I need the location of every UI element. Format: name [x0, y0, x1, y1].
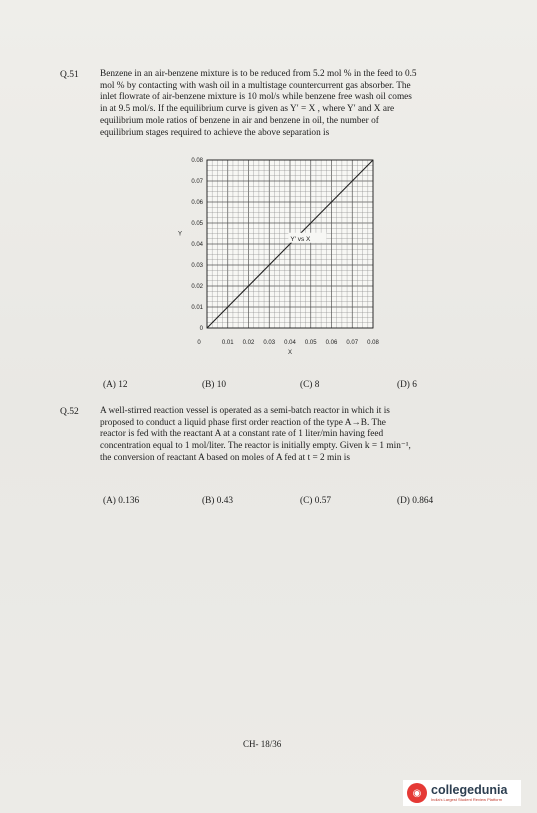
- q51-option-d[interactable]: (D) 6: [397, 380, 417, 390]
- question-number-51: Q.51: [60, 70, 79, 80]
- x-axis-label: X: [287, 350, 293, 356]
- y-tick-label: 0.04: [191, 242, 203, 248]
- q52-option-d[interactable]: (D) 0.864: [397, 496, 434, 506]
- q51-line: inlet flowrate of air-benzene mixture is 10 mol/s while benzene free wash oil comes: [100, 92, 412, 103]
- x-tick-label: 0.08: [367, 340, 379, 346]
- x-tick-label: 0: [197, 340, 201, 346]
- y-tick-label: 0.06: [191, 200, 203, 206]
- q51-option-c[interactable]: (C) 8: [300, 380, 320, 390]
- q51-option-a[interactable]: (A) 12: [103, 380, 128, 390]
- question-51-text: [100, 69, 483, 139]
- q52-option-c[interactable]: (C) 0.57: [300, 496, 331, 506]
- equilibrium-chart: [150, 152, 410, 362]
- x-tick-label: 0.06: [325, 340, 338, 346]
- question-number-52: Q.52: [60, 407, 79, 417]
- y-tick-label: 0.05: [191, 221, 203, 227]
- x-tick-label: 0.01: [221, 340, 234, 346]
- logo-text: [431, 784, 507, 802]
- logo-tagline: India's Largest Student Review Platform: [431, 797, 503, 802]
- x-tick-label: 0.07: [346, 340, 359, 346]
- q51-line: mol % by contacting with wash oil in a multistage countercurrent gas absorber. The: [100, 80, 411, 91]
- owl-icon: ◉: [407, 783, 427, 803]
- x-tick-label: 0.02: [242, 340, 255, 346]
- q51-line: equilibrium mole ratios of benzene in air and benzene in oil, the number of: [100, 115, 379, 126]
- logo-name: collegedunia: [431, 783, 508, 797]
- x-tick-label: 0.03: [263, 340, 276, 346]
- y-tick-label: 0: [199, 326, 203, 332]
- x-tick-label: 0.05: [304, 340, 317, 346]
- y-tick-label: 0.01: [191, 305, 203, 311]
- y-tick-label: 0.03: [191, 263, 203, 269]
- q51-line: Benzene in an air-benzene mixture is to be reduced from 5.2 mol % in the feed to 0.5: [100, 69, 417, 79]
- x-tick-label: 0.04: [284, 340, 296, 346]
- question-52-text: [100, 406, 483, 465]
- collegedunia-logo: [403, 780, 521, 806]
- q51-line: in at 9.5 mol/s. If the equilibrium curve is given as Y′ = X , where Y′ and X are: [100, 104, 395, 115]
- chart-svg: [150, 152, 410, 362]
- q52-line: concentration equal to 1 mol/liter. The reactor is initially empty. Given k = 1 min⁻¹,: [100, 441, 411, 452]
- q52-line: A well-stirred reaction vessel is operated as a semi-batch reactor in which it is: [100, 406, 390, 416]
- y-tick-label: 0.08: [191, 158, 203, 164]
- q52-line: proposed to conduct a liquid phase first order reaction of the type A→B. The: [100, 417, 386, 428]
- q52-option-b[interactable]: (B) 0.43: [202, 496, 233, 506]
- series-annotation-label: Y′ vs X: [290, 235, 311, 243]
- q52-line: reactor is fed with the reactant A at a constant rate of 1 liter/min having feed: [100, 429, 384, 440]
- q52-option-a[interactable]: (A) 0.136: [103, 496, 140, 506]
- y-axis-label: Y: [178, 231, 183, 238]
- y-tick-label: 0.02: [191, 284, 203, 290]
- q52-line: the conversion of reactant A based on moles of A fed at t = 2 min is: [100, 452, 351, 463]
- q51-option-b[interactable]: (B) 10: [202, 380, 227, 390]
- y-tick-label: 0.07: [191, 179, 203, 185]
- page-number: CH- 18/36: [243, 739, 282, 749]
- q51-line: equilibrium stages required to achieve the above separation is: [100, 127, 330, 138]
